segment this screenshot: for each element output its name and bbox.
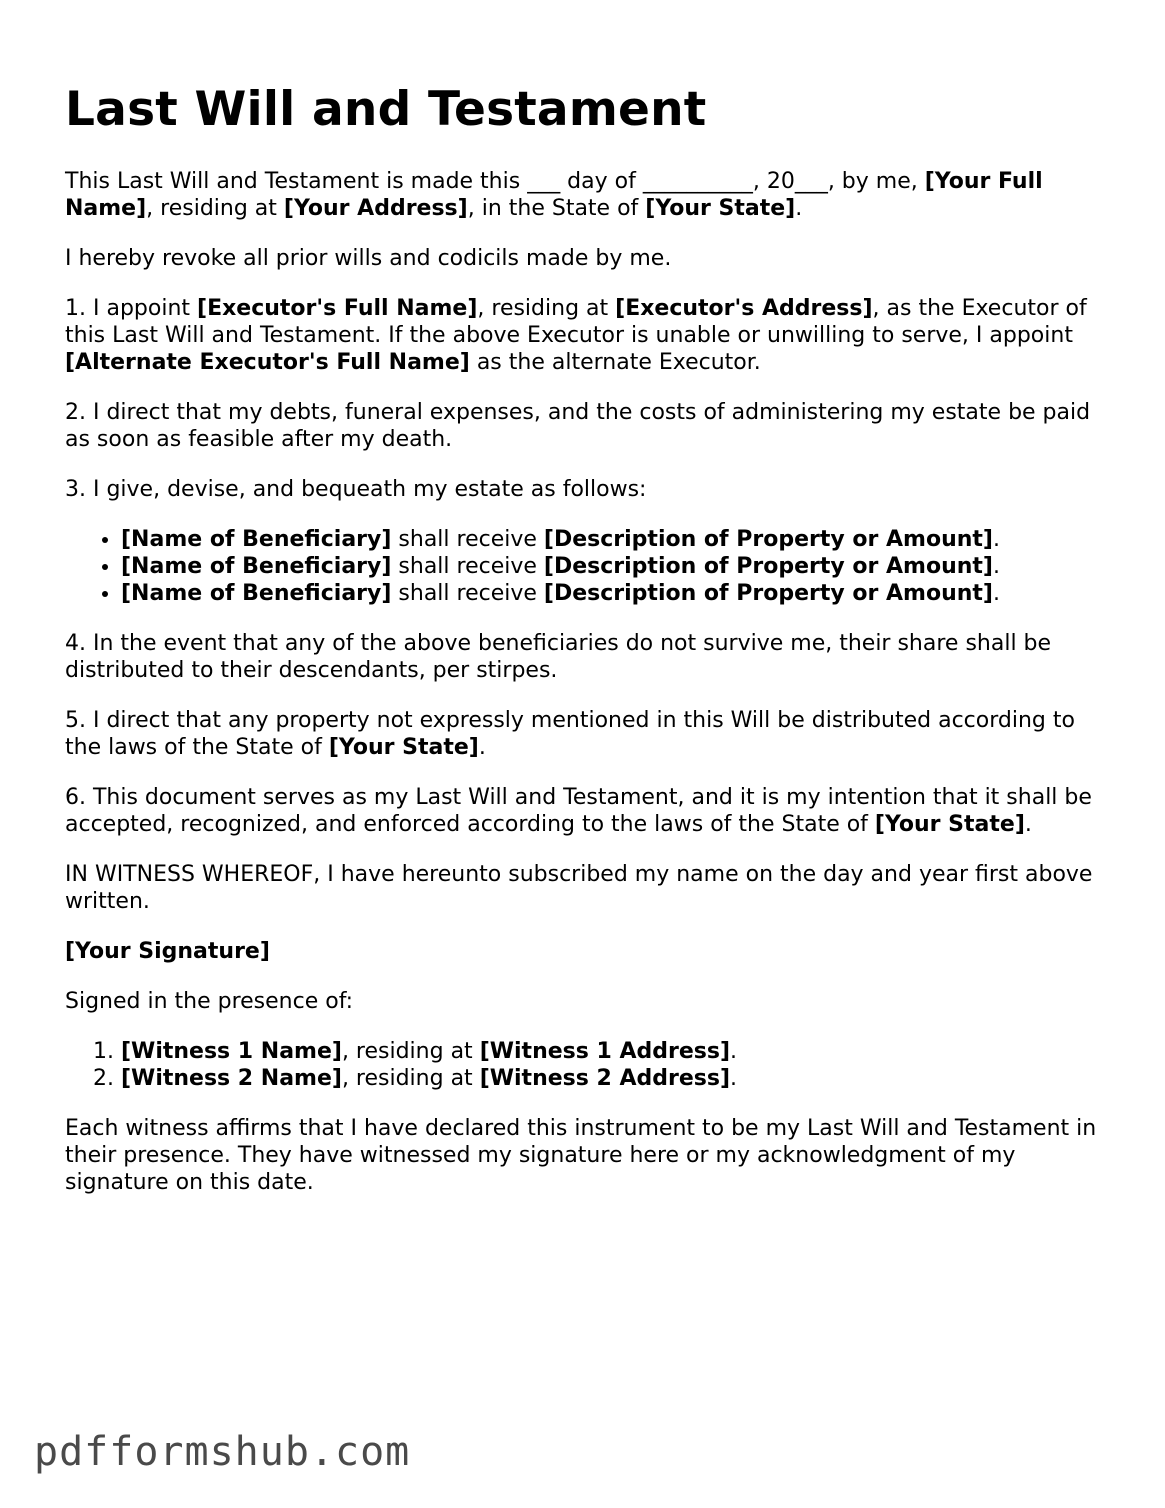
beneficiary-placeholder: [Name of Beneficiary] xyxy=(121,581,392,606)
executor-name-placeholder: [Executor's Full Name] xyxy=(197,296,478,321)
beneficiary-placeholder: [Name of Beneficiary] xyxy=(121,527,392,552)
witness-name-placeholder: [Witness 2 Name] xyxy=(121,1066,342,1091)
beneficiary-placeholder: [Name of Beneficiary] xyxy=(121,554,392,579)
list-item xyxy=(121,1038,1110,1065)
alternate-executor-placeholder: [Alternate Executor's Full Name] xyxy=(65,350,470,375)
property-placeholder: [Description of Property or Amount] xyxy=(543,554,993,579)
bequest-text: shall receive xyxy=(391,554,544,579)
clause-6-text-2: . xyxy=(1024,812,1032,837)
clause-3-bequeath: 3. I give, devise, and bequeath my estate as follows: xyxy=(65,477,647,502)
revocation-paragraph: I hereby revoke all prior wills and codicils made by me. xyxy=(65,246,672,271)
list-item xyxy=(121,580,1110,607)
witness-text: , residing at xyxy=(341,1066,480,1091)
signature-label: [Your Signature] xyxy=(65,939,270,964)
watermark-text: pdfformshub.com xyxy=(34,1429,411,1475)
intro-text-4: . xyxy=(795,196,803,221)
executor-address-placeholder: [Executor's Address] xyxy=(615,296,873,321)
witness-address-placeholder: [Witness 2 Address] xyxy=(479,1066,731,1091)
intro-text-3: , in the State of xyxy=(467,196,646,221)
clause-5-text-1: 5. I direct that any property not expressly mentioned in this Will be distributed according to the laws of the State of xyxy=(65,708,1075,760)
clause-1-text-4: as the alternate Executor. xyxy=(469,350,761,375)
signature-placeholder xyxy=(65,938,1110,965)
clause-4-descendants: 4. In the event that any of the above beneficiaries do not survive me, their share shall be distributed to their descendants, per stirpes. xyxy=(65,631,1052,683)
state-placeholder: [Your State] xyxy=(874,812,1025,837)
witness-text: , residing at xyxy=(341,1039,480,1064)
clause-2-debts: 2. I direct that my debts, funeral expenses, and the costs of administering my estate be paid as soon as feasible after my death. xyxy=(65,400,1091,452)
witness-whereof-paragraph: IN WITNESS WHEREOF, I have hereunto subscribed my name on the day and year first above written. xyxy=(65,862,1093,914)
clause-6-intention xyxy=(65,784,1110,838)
property-placeholder: [Description of Property or Amount] xyxy=(543,527,993,552)
bequest-list xyxy=(65,526,1110,607)
bequest-text: shall receive xyxy=(391,527,544,552)
bequest-end: . xyxy=(992,581,1000,606)
testator-address-placeholder: [Your Address] xyxy=(283,196,468,221)
list-item xyxy=(121,1065,1110,1092)
witness-end: . xyxy=(730,1039,738,1064)
bequest-end: . xyxy=(992,554,1000,579)
list-item xyxy=(121,526,1110,553)
clause-5-undistributed xyxy=(65,707,1110,761)
bequest-end: . xyxy=(992,527,1000,552)
clause-6-text-1: 6. This document serves as my Last Will and Testament, and it is my intention that it shall be accepted, recognized, and enforced according to the laws of the State of xyxy=(65,785,1092,837)
property-placeholder: [Description of Property or Amount] xyxy=(543,581,993,606)
intro-paragraph xyxy=(65,168,1110,222)
clause-1-text-3: , as the Executor of this Last Will and Testament. If the above Executor is unable or unwilling to serve, I appoint xyxy=(65,296,1087,348)
intro-text-2: , residing at xyxy=(146,196,284,221)
witness-name-placeholder: [Witness 1 Name] xyxy=(121,1039,342,1064)
state-placeholder: [Your State] xyxy=(328,735,479,760)
signed-presence-label: Signed in the presence of: xyxy=(65,989,354,1014)
witness-end: . xyxy=(730,1066,738,1091)
clause-5-text-2: . xyxy=(478,735,486,760)
clause-1-text-1: 1. I appoint xyxy=(65,296,198,321)
document-body xyxy=(65,82,1110,1219)
document-title: Last Will and Testament xyxy=(65,82,707,137)
witness-list xyxy=(65,1038,1110,1092)
bequest-text: shall receive xyxy=(391,581,544,606)
testator-name-placeholder: [Your Full Name] xyxy=(65,169,1043,221)
clause-1-text-2: , residing at xyxy=(477,296,616,321)
testator-state-placeholder: [Your State] xyxy=(645,196,796,221)
clause-1-executor xyxy=(65,295,1110,376)
list-item xyxy=(121,553,1110,580)
witness-address-placeholder: [Witness 1 Address] xyxy=(479,1039,731,1064)
intro-text-1: This Last Will and Testament is made this ___ day of __________, 20___, by me, xyxy=(65,169,925,194)
affirmation-paragraph: Each witness affirms that I have declared this instrument to be my Last Will and Testament in their presence. They have witnessed my signature here or my acknowledgment of my signature on this date. xyxy=(65,1116,1097,1195)
